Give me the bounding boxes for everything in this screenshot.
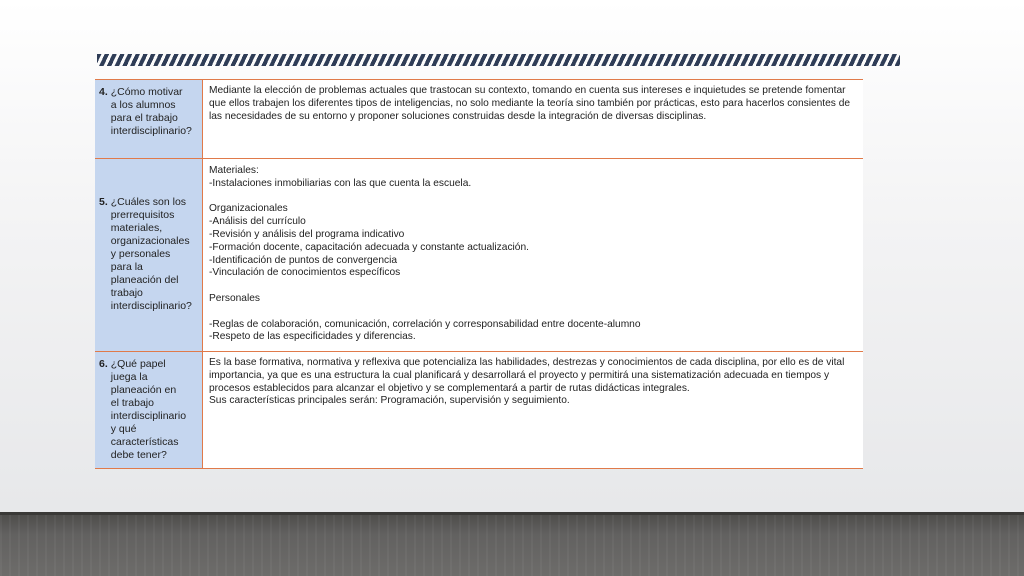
answer-line: -Instalaciones inmobiliarias con las que cuenta la escuela. (209, 177, 472, 189)
decorative-stripe-bar (97, 54, 900, 66)
answer-spacer (209, 306, 857, 319)
question-number: 5. (99, 196, 108, 208)
question-cell-4 (95, 80, 203, 159)
answer-line: -Vinculación de conocimientos específicos (209, 267, 401, 279)
question-text: ¿Cuáles son los prerrequisitos materiales, organizacionales y personales para la planeación del trabajo interdisciplinario? (110, 196, 192, 312)
answer-cell-6 (203, 352, 863, 469)
floor-background (0, 512, 1024, 576)
questions-table (95, 79, 863, 468)
answer-spacer (209, 191, 857, 204)
question-number: 4. (99, 86, 108, 98)
answer-text: Mediante la elección de problemas actuales que trastocan su contexto, tomando en cuenta sus intereses e inquietudes se pretende fomentar que ellos trabajen los diferentes tipos de inteligencias, no solo mediante la teoría sino también por prácticas, esto para hacerlos consientes de las necesidades de su entorno y proponer soluciones construidas desde la integración de diversas disciplinas. (209, 85, 851, 122)
answer-line: -Formación docente, capacitación adecuada y constante actualización. (209, 241, 529, 253)
answer-line: -Identificación de puntos de convergencia (209, 254, 398, 266)
answer-cell-4 (203, 80, 863, 159)
question-cell-5 (95, 159, 203, 352)
answer-line: -Respeto de las especificidades y diferencias. (209, 331, 416, 343)
answer-line: -Análisis del currículo (209, 216, 306, 228)
question-number: 6. (99, 358, 108, 370)
answer-cell-5 (203, 159, 863, 352)
answer-line: Organizacionales (209, 203, 288, 215)
answer-text: Es la base formativa, normativa y reflexiva que potencializa las habilidades, destrezas y conocimientos de cada disciplina, por ello es de vital importancia, ya que es una estructura la cual planificará y desarrollará el proyecto y permitirá una sistematización adecuada en tiempos y procesos establecidos para alcanzar el objetivo y se complementará a partir de rutas didácticas integrales. (209, 357, 845, 394)
answer-spacer (209, 280, 857, 293)
answer-extra-text: Sus características principales serán: Programación, supervisión y seguimiento. (209, 395, 570, 407)
answer-line: Materiales: (209, 165, 259, 176)
question-text: ¿Qué papel juega la planeación en el trabajo interdisciplinario y qué características debe tener? (110, 358, 187, 461)
answer-line: -Revisión y análisis del programa indicativo (209, 228, 405, 240)
question-text: ¿Cómo motivar a los alumnos para el trabajo interdisciplinario? (110, 86, 192, 137)
question-cell-6 (95, 352, 203, 469)
answer-line: Personales (209, 292, 260, 304)
answer-line: -Reglas de colaboración, comunicación, correlación y corresponsabilidad entre docente-alumno (209, 318, 641, 330)
